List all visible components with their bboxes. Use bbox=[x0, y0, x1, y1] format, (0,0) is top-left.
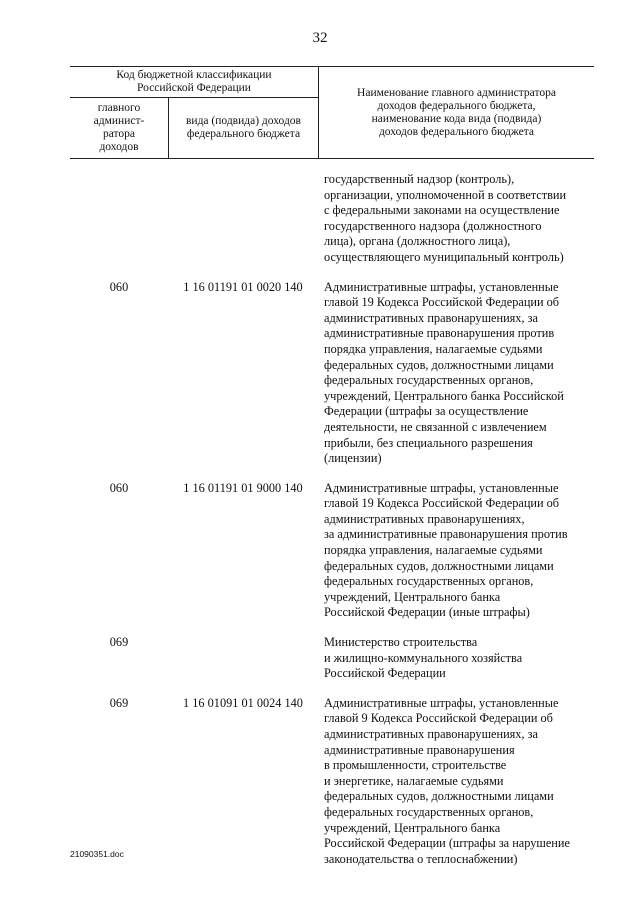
table-header bbox=[70, 66, 594, 159]
table-body bbox=[70, 172, 594, 881]
document-filename: 21090351.doc bbox=[70, 849, 124, 859]
header-name-label: Наименование главного администратора доходов федерального бюджета, наименование кода вида (подвида) доходов федерального бюджета bbox=[357, 86, 556, 138]
budget-code-cell bbox=[168, 635, 318, 682]
description-cell: Министерство строительства и жилищно-коммунального хозяйства Российской Федерации bbox=[324, 635, 523, 681]
header-kind-label: вида (подвида) доходов федерального бюджета bbox=[186, 115, 301, 140]
budget-code-cell: 1 16 01091 01 0024 140 bbox=[183, 695, 303, 710]
header-kind-column bbox=[169, 98, 318, 158]
table-row bbox=[70, 172, 594, 266]
header-admin-column bbox=[70, 98, 168, 158]
description-cell: Административные штрафы, установленные главой 9 Кодекса Российской Федерации об административных правонарушениях, за административные правонарушения в промышленности, строительстве и энергетике, налагаемые судьями федеральных судов, должностными лицами федеральных государственных органов, учреждений, Центрального банка Российской Федерации (штрафы за нарушение законодательства о теплоснабжении) bbox=[324, 695, 570, 866]
description-cell: государственный надзор (контроль), организации, уполномоченной в соответствии с федеральными законами на осуществление государственного надзора (должностного лица), органа (должностного лица), осуществляющего муниципальный контроль) bbox=[324, 172, 567, 264]
description-cell: Административные штрафы, установленные главой 19 Кодекса Российской Федерации об административных правонарушениях, за административные правонарушения против порядка управления, налагаемые судьями федеральных судов, должностными лицами федеральных государственных органов, учреждений, Центрального банка Российской Федерации (штрафы за осуществление деятельности, не связанной с извлечением прибыли, без специального разрешения (лицензии) bbox=[324, 279, 564, 466]
header-name-column bbox=[319, 67, 594, 158]
admin-code-cell bbox=[70, 172, 168, 266]
table-row bbox=[70, 280, 594, 467]
description-cell: Административные штрафы, установленные главой 19 Кодекса Российской Федерации об административных правонарушениях, за административные правонарушения против порядка управления, налагаемые судьями федеральных судов, должностными лицами федеральных государственных органов, учреждений, Центрального банка Российской Федерации (иные штрафы) bbox=[324, 480, 568, 620]
budget-code-cell bbox=[168, 172, 318, 266]
header-classification-code-label: Код бюджетной классификации Российской Федерации bbox=[116, 69, 272, 94]
budget-code-cell: 1 16 01191 01 9000 140 bbox=[183, 480, 303, 495]
header-classification-code bbox=[70, 67, 318, 98]
admin-code-cell: 069 bbox=[109, 635, 129, 650]
admin-code-cell: 069 bbox=[109, 695, 129, 710]
header-admin-label: главного админист- ратора доходов bbox=[93, 102, 145, 153]
admin-code-cell: 060 bbox=[109, 279, 129, 294]
table-row bbox=[70, 481, 594, 621]
budget-code-cell: 1 16 01191 01 0020 140 bbox=[183, 279, 303, 294]
table-row bbox=[70, 635, 594, 682]
table-row bbox=[70, 696, 594, 868]
admin-code-cell: 060 bbox=[109, 480, 129, 495]
page-number: 32 bbox=[312, 30, 328, 46]
